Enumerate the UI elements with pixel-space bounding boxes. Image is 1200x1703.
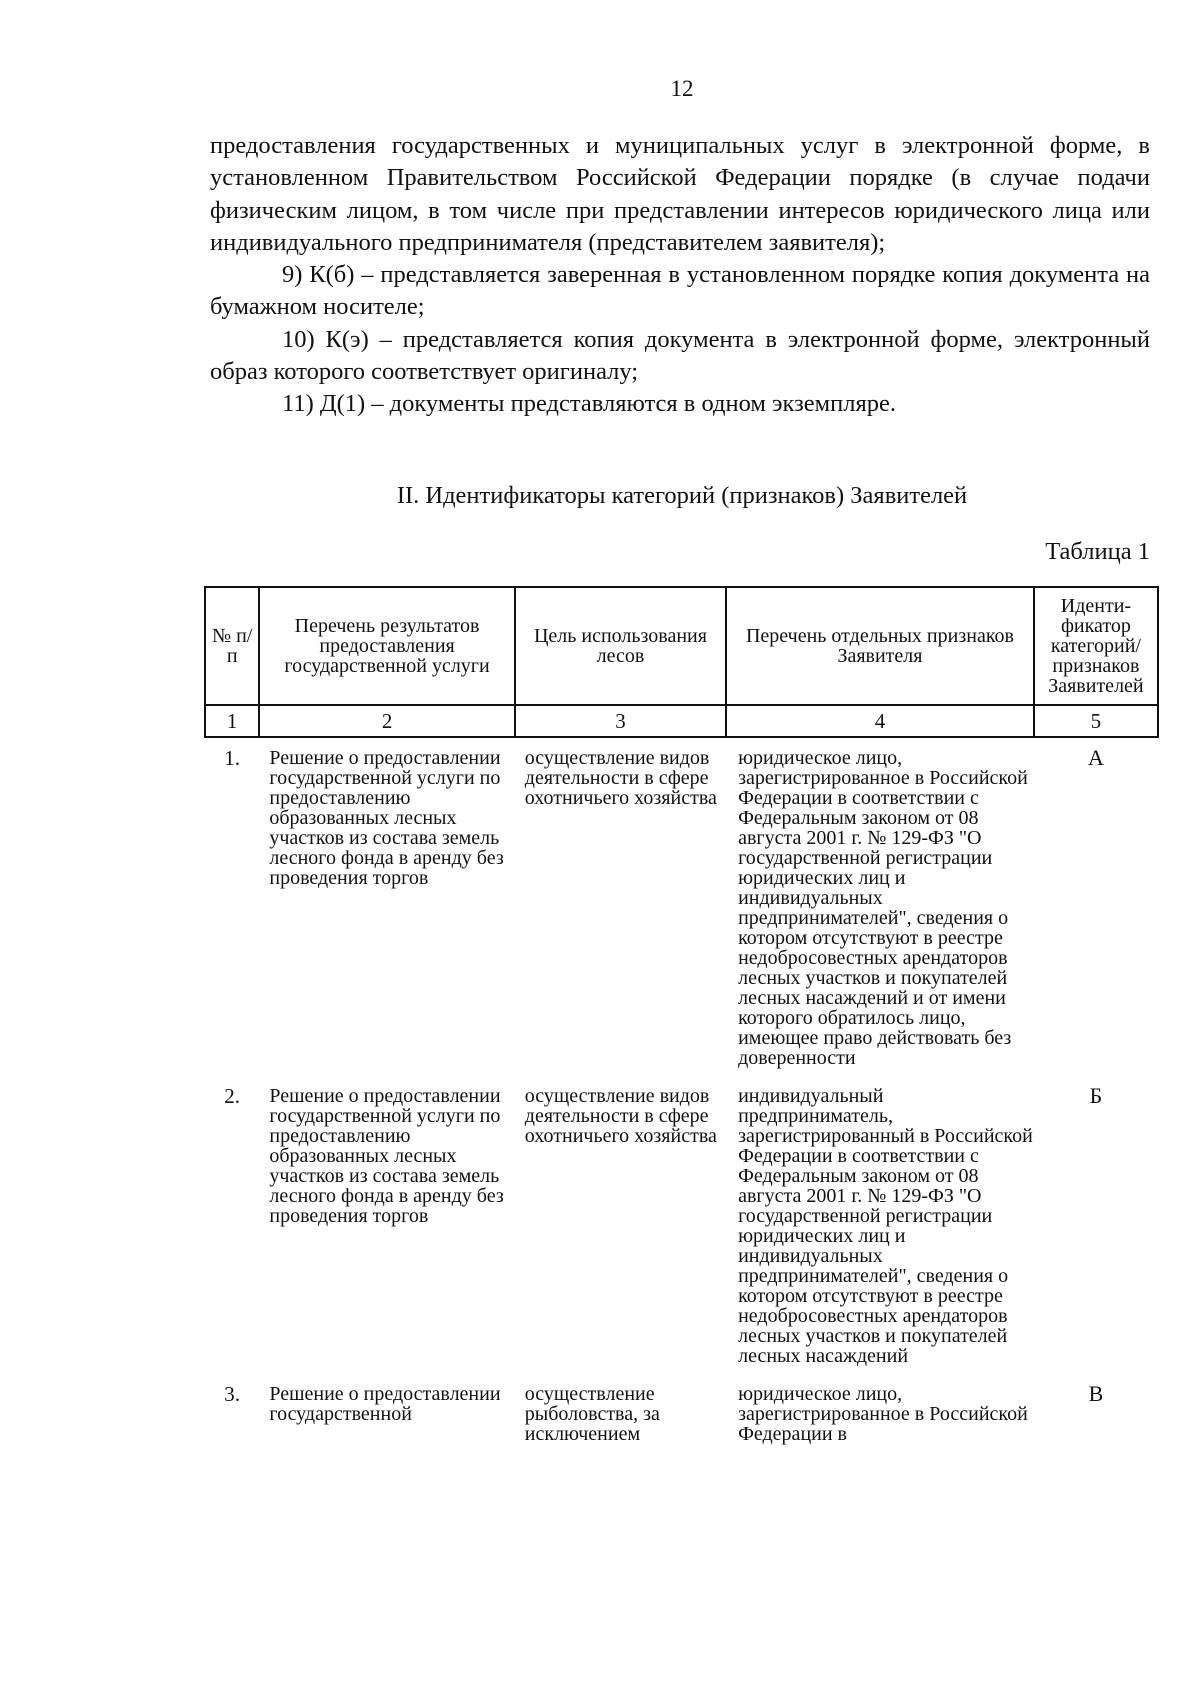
header-result: Перечень результатов предоставления государственной услуги xyxy=(259,587,514,705)
row-result: Решение о предоставлении государственной xyxy=(269,1383,501,1425)
header-attributes: Перечень отдельных признаков Заявителя xyxy=(726,587,1034,705)
row-result: Решение о предоставлении государственной услуги по предоставлению образованных лесных участков из состава земель лесного фонда в аренду без проведения торгов xyxy=(269,747,504,889)
header-purpose: Цель использования лесов xyxy=(515,587,726,705)
row-purpose: осуществление видов деятельности в сфере охотничьего хозяйства xyxy=(524,1085,717,1147)
column-number-row xyxy=(205,705,1158,737)
row-number: 2. xyxy=(224,1084,241,1108)
column-number: 4 xyxy=(726,705,1034,737)
header-number: № п/п xyxy=(205,587,259,705)
row-identifier: В xyxy=(1088,1381,1104,1406)
column-number: 3 xyxy=(515,705,726,737)
row-attributes: индивидуальный предприниматель, зарегистрированный в Российской Федерации в соответствии с Федеральным законом от 08 августа 2001 г. № 129-ФЗ "О государственной регистрации юридических лиц и индивидуальных предпринимателей", сведения о котором отсутствуют в реестре недобросовестных арендаторов лесных участков и покупателей лесных насаждений xyxy=(738,1085,1033,1367)
row-number: 1. xyxy=(224,746,241,770)
row-attributes: юридическое лицо, зарегистрированное в Российской Федерации в xyxy=(738,1383,1028,1445)
row-identifier: Б xyxy=(1089,1083,1103,1108)
section-heading: II. Идентификаторы категорий (признаков) Заявителей xyxy=(396,482,968,509)
table-row xyxy=(205,1086,1158,1384)
paragraph-continuation: предоставления государственных и муниципальных услуг в электронной форме, в установленном Правительством Российской Федерации порядке (в случае подачи физическим лицом, в том числе при представлении интересов юридического лица или индивидуального предпринимателя (представителем заявителя); xyxy=(210,132,1150,256)
row-identifier: А xyxy=(1087,745,1104,770)
table-row xyxy=(205,748,1158,1086)
page-number: 12 xyxy=(670,76,694,101)
row-attributes: юридическое лицо, зарегистрированное в Российской Федерации в соответствии с Федеральным законом от 08 августа 2001 г. № 129-ФЗ "О государственной регистрации юридических лиц и индивидуальных предпринимателей", сведения о котором отсутствуют в реестре недобросовестных арендаторов лесных участков и покупателей лесных насаждений и от имени которого обратилось лицо, имеющее право действовать без доверенности xyxy=(738,747,1028,1069)
paragraph-item-11: 11) Д(1) – документы представляются в одном экземпляре. xyxy=(282,390,896,418)
row-result: Решение о предоставлении государственной услуги по предоставлению образованных лесных участков из состава земель лесного фонда в аренду без проведения торгов xyxy=(269,1085,504,1227)
header-identifier: Иденти-фикатор категорий/ признаков Заявителей xyxy=(1034,587,1158,705)
table-row xyxy=(205,1384,1158,1462)
paragraph-item-9: 9) К(б) – представляется заверенная в установленном порядке копия документа на бумажном носителе; xyxy=(210,261,1150,321)
identifiers-table xyxy=(204,586,1159,1462)
body-text xyxy=(210,130,1150,421)
column-number: 1 xyxy=(205,705,259,737)
row-purpose: осуществление видов деятельности в сфере охотничьего хозяйства xyxy=(524,747,717,809)
table-header-row xyxy=(205,587,1158,705)
row-purpose: осуществление рыболовства, за исключением xyxy=(524,1383,660,1445)
paragraph-item-10: 10) К(э) – представляется копия документа в электронной форме, электронный образ которого соответствует оригиналу; xyxy=(210,325,1150,386)
column-number: 2 xyxy=(259,705,514,737)
row-number: 3. xyxy=(224,1382,241,1406)
table-caption: Таблица 1 xyxy=(1045,538,1150,565)
column-number: 5 xyxy=(1034,705,1158,737)
